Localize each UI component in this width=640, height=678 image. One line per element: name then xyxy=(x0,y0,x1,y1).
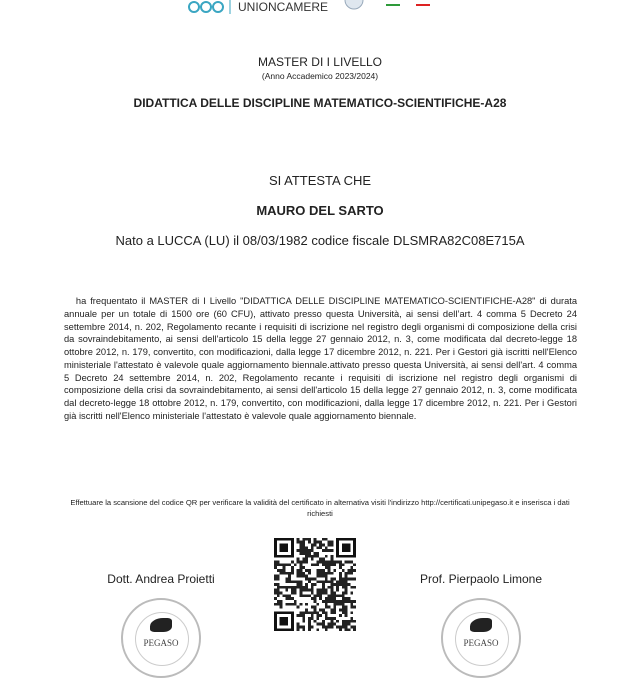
academic-year: (Anno Accademico 2023/2024) xyxy=(261,71,379,81)
unioncamere-mark-icon xyxy=(186,0,236,16)
unioncamere-logo-text: UNIONCAMERE xyxy=(238,0,329,14)
body-text: ha frequentato il MASTER di I Livello "DIDATTICA DELLE DISCIPLINE MATEMATICO-SCIENTIFICHE-A28" di durata annuale per un totale di 1500 ore (60 CFU), attivato presso questa Università, ai sensi dell’art. 4 comma 5 Decreto 24 settembre 2014, n. 202, Regolamento recante i requisiti di iscrizione nel registro degli organismi di composizione della crisi da sovraindebitamento, ai sensi dell'articolo 15 della legge 27 gennaio 2012, n. 3, come modificata dal decreto-legge 18 ottobre 2012, n. 179, convertito, con modificazioni, dalla legge 17 dicembre 2012, n. 221. Per i Gestori già iscritti nell'Elenco ministeriale l'attestato è valevole quale aggiornamento biennale.attivato presso questa Università, ai sensi dell'art. 4 comma 5 Decreto 24 settembre 2014, n. 202, Regolamento recante i requisiti di iscrizione nel registro degli organismi di composizione della crisi da sovraindebitamento, ai sensi dell'articolo 15 della legge 27 gennaio 2012, n. 3, come modificata dal decreto-legge 18 ottobre 2012, n. 179, convertito, con modificazioni, dalla legge 17 dicembre 2012, n. 221. Per i Gestori già iscritti nell'Elenco ministeriale l'attestato è valevole quale aggiornamento biennale. xyxy=(64,296,578,421)
signatory-left: Dott. Andrea Proietti xyxy=(107,572,215,586)
qr-code[interactable] xyxy=(274,537,356,632)
recipient-name: MAURO DEL SARTO xyxy=(256,203,384,218)
pegaso-seal: PEGASO xyxy=(441,598,521,678)
attestation-heading: SI ATTESTA CHE xyxy=(268,173,372,188)
unioncamere-logo xyxy=(186,0,329,16)
qr-instructions: Effettuare la scansione del codice QR per verificare la validità del certificato in alternativa visiti l'indirizzo http://certificati.unipegaso.it e inserisca i dati richiesti xyxy=(70,498,570,518)
pegasus-icon xyxy=(470,618,492,632)
pegasus-icon xyxy=(150,618,172,632)
pegaso-seal: PEGASO xyxy=(121,598,201,678)
signatory-right: Prof. Pierpaolo Limone xyxy=(419,572,543,586)
birth-details: Nato a LUCCA (LU) il 08/03/1982 codice fiscale DLSMRA82C08E715A xyxy=(115,233,525,248)
master-level: MASTER DI I LIVELLO xyxy=(257,55,383,69)
certificate-body xyxy=(64,295,577,423)
course-title: DIDATTICA DELLE DISCIPLINE MATEMATICO-SCIENTIFICHE-A28 xyxy=(133,96,507,110)
made-in-italy-logo xyxy=(344,0,460,10)
